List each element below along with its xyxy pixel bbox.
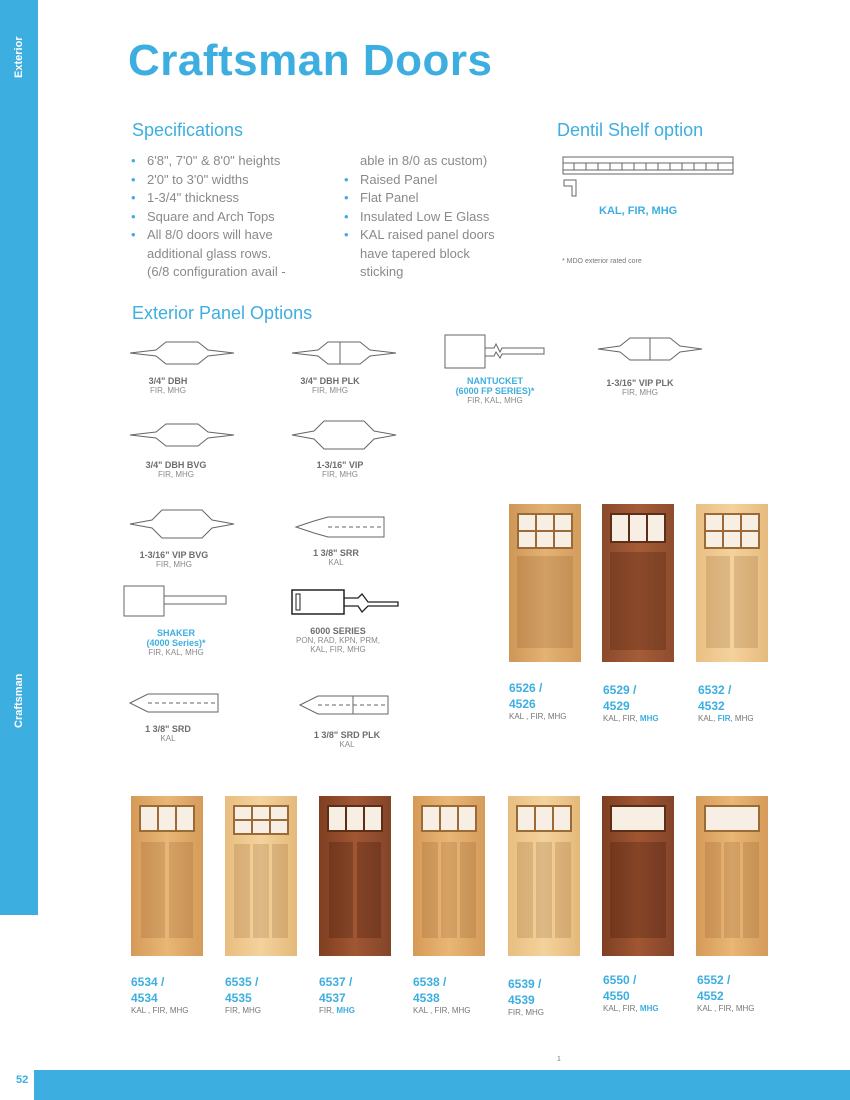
panel-option-name: 1-3/16" VIP <box>316 460 364 470</box>
door-species: KAL , FIR, MHG <box>131 1006 189 1015</box>
profile-shaker <box>120 584 232 618</box>
spec-item: • 6'8", 7'0" & 8'0" heights <box>131 152 341 171</box>
door-code: 6539 / <box>508 977 542 991</box>
panel-option <box>118 724 218 743</box>
specs-column-2 <box>344 152 544 282</box>
door-image-6526 <box>509 504 581 662</box>
page-number: 52 <box>16 1074 29 1086</box>
page-title: Craftsman Doors <box>128 36 493 85</box>
dentil-note: * MDO exterior rated core <box>562 258 642 265</box>
door-code: 6535 / <box>225 975 259 989</box>
panel-option-species: FIR, MHG <box>150 386 186 395</box>
door-label <box>508 976 544 1017</box>
door-code: 6526 / <box>509 681 543 695</box>
panel-option-name: 1 3/8" SRR <box>313 548 359 558</box>
spec-item: (6/8 configuration avail - <box>147 264 286 279</box>
door-label <box>697 972 755 1013</box>
door-image-6537 <box>319 796 391 956</box>
door-label <box>509 680 567 721</box>
door-species: KAL, FIR, MHG <box>698 714 754 723</box>
spec-item: • 1-3/4" thickness <box>131 189 341 208</box>
dentil-shelf-diagram <box>562 156 742 202</box>
door-glass-lites <box>610 513 666 543</box>
panel-option <box>292 730 402 749</box>
footer-bar <box>34 1070 850 1100</box>
spec-item: • Insulated Low E Glass <box>344 208 544 227</box>
door-code: 6532 / <box>698 683 732 697</box>
door-code-2: 4529 <box>603 699 630 713</box>
door-code: 6537 / <box>319 975 353 989</box>
dentil-heading: Dentil Shelf option <box>557 120 704 140</box>
door-species: KAL, FIR, MHG <box>603 1004 659 1013</box>
panel-option-species-2: KAL, FIR, MHG <box>310 645 366 654</box>
profile-1-3-8-srd <box>128 690 228 716</box>
door-species: KAL , FIR, MHG <box>509 712 567 721</box>
panel-option <box>124 550 224 569</box>
door-code-2: 4539 <box>508 993 535 1007</box>
panel-option-species: FIR, KAL, MHG <box>467 396 523 405</box>
panel-option <box>440 376 550 405</box>
door-glass-single <box>610 805 666 832</box>
profile-1-3-16-vip-bvg <box>128 507 238 541</box>
door-code-2: 4532 <box>698 699 725 713</box>
door-label <box>603 682 659 723</box>
spec-item: • Raised Panel <box>344 171 544 190</box>
door-image-6552 <box>696 796 768 956</box>
door-label <box>225 974 261 1015</box>
door-code-2: 4550 <box>603 989 630 1003</box>
panel-option-name: 1-3/16" VIP BVG <box>139 550 209 560</box>
panel-option-name: NANTUCKET <box>467 376 523 386</box>
spec-item: • 2'0" to 3'0" widths <box>131 171 341 190</box>
panel-option <box>126 460 226 479</box>
panel-option-name: 3/4" DBH BVG <box>145 460 207 470</box>
panel-option <box>290 460 390 479</box>
panel-option <box>286 548 386 567</box>
panel-option-subname: (6000 FP SERIES)* <box>455 386 535 396</box>
profile-3-4-dbh-bvg <box>128 422 238 448</box>
panel-option-species: FIR, MHG <box>322 470 358 479</box>
door-glass-lites <box>327 805 383 832</box>
panel-option-species: FIR, MHG <box>158 470 194 479</box>
panel-option <box>118 376 218 395</box>
door-image-6538 <box>413 796 485 956</box>
door-species: KAL , FIR, MHG <box>697 1004 755 1013</box>
panel-options-heading: Exterior Panel Options <box>132 303 313 323</box>
profile-6000-series <box>288 588 404 618</box>
door-code-2: 4526 <box>509 697 536 711</box>
panel-option-species: FIR, KAL, MHG <box>148 648 204 657</box>
door-code-2: 4552 <box>697 989 724 1003</box>
panel-option-species: KAL <box>339 740 355 749</box>
door-code: 6550 / <box>603 973 637 987</box>
panel-option-name: 1 3/8" SRD PLK <box>313 730 381 740</box>
specifications-heading: Specifications <box>132 120 244 140</box>
door-species: FIR, MHG <box>225 1006 261 1015</box>
spec-item: sticking <box>360 264 404 279</box>
spec-item: • Square and Arch Tops <box>131 208 341 227</box>
spec-item: • Flat Panel <box>344 189 544 208</box>
door-glass-lites <box>139 805 195 832</box>
profile-1-3-16-vip-plk <box>596 335 706 365</box>
door-species: KAL , FIR, MHG <box>413 1006 471 1015</box>
door-code-2: 4538 <box>413 991 440 1005</box>
panel-option-name: SHAKER <box>156 628 195 638</box>
panel-option-species: FIR, MHG <box>622 388 658 397</box>
spec-item: additional glass rows. <box>147 245 272 261</box>
panel-option <box>126 628 226 657</box>
door-code-2: 4535 <box>225 991 252 1005</box>
panel-option-species: FIR, MHG <box>156 560 192 569</box>
profile-1-3-8-srr <box>294 515 394 539</box>
panel-option-species: KAL <box>328 558 344 567</box>
door-glass-lites <box>421 805 477 832</box>
panel-option-species: KAL <box>160 734 176 743</box>
door-label <box>319 974 355 1015</box>
profile-3-4-dbh <box>128 340 238 366</box>
door-species: FIR, MHG <box>319 1006 356 1015</box>
dentil-species: KAL, FIR, MHG <box>599 205 678 217</box>
door-label <box>698 682 754 723</box>
door-code-2: 4534 <box>131 991 158 1005</box>
sidebar-tab <box>0 0 38 915</box>
spec-item: have tapered block <box>360 245 470 261</box>
panel-option-name: 1 3/8" SRD <box>145 724 191 734</box>
door-label <box>603 972 659 1013</box>
door-code: 6529 / <box>603 683 637 697</box>
footnote-mark: 1 <box>557 1056 561 1063</box>
door-code: 6552 / <box>697 973 731 987</box>
panel-option-species: PON, RAD, KPN, PRM, <box>295 636 380 645</box>
panel-option <box>280 376 380 395</box>
panel-option-name: 1-3/16" VIP PLK <box>606 378 674 388</box>
door-glass-lites <box>516 805 572 832</box>
door-code: 6538 / <box>413 975 447 989</box>
specs-column-1 <box>131 152 341 282</box>
panel-option-name: 3/4" DBH PLK <box>300 376 360 386</box>
panel-option <box>288 626 388 654</box>
sidebar-label-craftsman: Craftsman <box>13 673 25 728</box>
profile-3-4-dbh-plk <box>290 340 400 366</box>
door-image-6532 <box>696 504 768 662</box>
door-species: KAL, FIR, MHG <box>603 714 659 723</box>
profile-nantucket <box>444 334 548 370</box>
profile-1-3-16-vip <box>290 418 400 452</box>
panel-option-name: 3/4" DBH <box>148 376 188 386</box>
panel-option <box>590 378 690 397</box>
spec-item: able in 8/0 as custom) <box>360 153 488 168</box>
door-label <box>131 974 189 1015</box>
panel-option-species: FIR, MHG <box>312 386 348 395</box>
door-code: 6534 / <box>131 975 165 989</box>
door-image-6539 <box>508 796 580 956</box>
spec-item: • KAL raised panel doors <box>344 226 544 245</box>
profile-1-3-8-srd-plk <box>298 692 398 718</box>
door-species: FIR, MHG <box>508 1008 544 1017</box>
door-label <box>413 974 471 1015</box>
spec-item: • All 8/0 doors will have <box>131 226 341 245</box>
door-image-6535 <box>225 796 297 956</box>
door-image-6529 <box>602 504 674 662</box>
panel-option-subname: (4000 Series)* <box>146 638 206 648</box>
door-code-2: 4537 <box>319 991 346 1005</box>
door-image-6534 <box>131 796 203 956</box>
door-glass-single <box>704 805 760 832</box>
sidebar-label-exterior: Exterior <box>13 36 25 78</box>
panel-option-name: 6000 SERIES <box>310 626 366 636</box>
door-image-6550 <box>602 796 674 956</box>
